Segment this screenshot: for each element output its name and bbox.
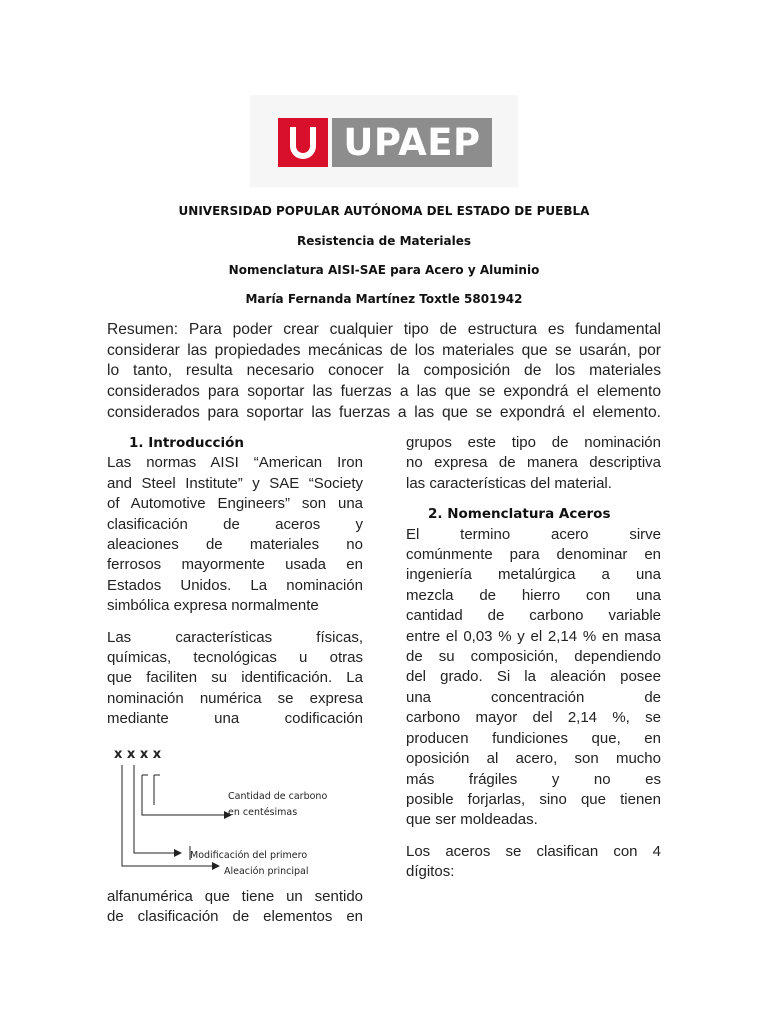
paper-title: Nomenclatura AISI-SAE para Acero y Aluminio bbox=[228, 263, 540, 277]
text-line: de su composición, dependiendo bbox=[406, 648, 661, 666]
text-line: nominación numérica se expresa bbox=[107, 689, 363, 707]
intro-paragraph-2 bbox=[107, 628, 363, 730]
course-name: Resistencia de Materiales bbox=[296, 234, 472, 248]
text-line: aleaciones de materiales no bbox=[107, 536, 363, 554]
abstract-line: considerados para soportar las fuerzas a las que se expondrá el elemento bbox=[107, 383, 661, 401]
text-line: simbólica expresa normalmente bbox=[107, 597, 319, 615]
abstract-line: considerados para soportar las fuerzas a las que se expondrá el elemento. bbox=[107, 403, 661, 421]
text-line: no expresa de manera descriptiva bbox=[406, 454, 661, 472]
text-line: ingeniería metalúrgica a una bbox=[406, 566, 661, 584]
text-line: carbono mayor del 2,14 %, se bbox=[406, 709, 661, 727]
label-carbon-amount: Cantidad de carbono bbox=[228, 791, 328, 802]
left-column bbox=[107, 433, 363, 730]
text-line: mediante una codificación bbox=[107, 710, 363, 728]
text-line: posible forjarlas, sino que tienen bbox=[406, 790, 661, 808]
diagram-code: x x x x bbox=[114, 747, 162, 762]
text-line: químicas, tecnológicas u otras bbox=[107, 649, 363, 667]
abstract-line: Resumen: Para poder crear cualquier tipo de estructura es fundamental bbox=[107, 321, 661, 338]
text-line: clasificación de aceros y bbox=[107, 515, 363, 533]
text-line: de clasificación de elementos en bbox=[107, 908, 363, 926]
text-line: dígitos: bbox=[406, 863, 455, 881]
text-line: que ser moldeadas. bbox=[406, 811, 538, 829]
logo-wordmark: UPAEP bbox=[332, 118, 492, 167]
abstract bbox=[107, 320, 661, 424]
section-title-steels: 2. Nomenclatura Aceros bbox=[428, 506, 611, 523]
arrow-icon bbox=[174, 849, 182, 857]
text-line: Estados Unidos. La nominación bbox=[107, 576, 363, 594]
text-line: ferrosos mayormente usada en bbox=[107, 556, 363, 574]
text-line: más frágiles y no es bbox=[406, 770, 661, 788]
university-logo bbox=[250, 95, 518, 187]
diagram-arrowheads bbox=[174, 811, 232, 870]
right-column bbox=[406, 433, 661, 883]
logo-u-icon bbox=[278, 118, 328, 167]
abstract-line: considerar las propiedades mecánicas de los materiales que se usarán, por bbox=[107, 341, 661, 359]
text-line: of Automotive Engineers” son una bbox=[107, 495, 363, 513]
section-title-introduction: 1. Introducción bbox=[129, 435, 245, 451]
intro-paragraph-1 bbox=[107, 453, 363, 616]
intro-continuation bbox=[406, 433, 661, 494]
nomenclature-diagram bbox=[112, 743, 362, 878]
text-line: comúnmente para denominar en bbox=[406, 546, 661, 564]
text-line: and Steel Institute” y SAE “Society bbox=[107, 474, 363, 492]
text-line: Las características físicas, bbox=[107, 628, 363, 646]
intro-paragraph-3 bbox=[107, 887, 363, 928]
text-line: una concentración de bbox=[406, 688, 661, 706]
text-line: las características del material. bbox=[406, 474, 612, 492]
text-line: mezcla de hierro con una bbox=[406, 586, 661, 604]
label-main-alloy: Aleación principal bbox=[224, 866, 309, 877]
label-modification: Modificación del primero bbox=[190, 850, 308, 861]
steels-paragraph-2 bbox=[406, 842, 661, 883]
text-line: cantidad de carbono variable bbox=[406, 607, 661, 625]
text-line: El termino acero sirve bbox=[406, 525, 661, 543]
abstract-line: lo tanto, resulta necesario conocer la composición de los materiales bbox=[107, 362, 661, 380]
steels-paragraph-1 bbox=[406, 525, 661, 831]
university-name: UNIVERSIDAD POPULAR AUTÓNOMA DEL ESTADO DE PUEBLA bbox=[178, 204, 590, 218]
text-line: producen fundiciones que, en bbox=[406, 729, 661, 747]
text-line: grupos este tipo de nominación bbox=[406, 434, 661, 451]
logo-u-mark bbox=[278, 118, 328, 167]
text-line: oposición al acero, son mucho bbox=[406, 750, 661, 768]
text-line: alfanumérica que tiene un sentido bbox=[107, 888, 363, 905]
text-line: del grado. Si la aleación posee bbox=[406, 668, 661, 686]
label-carbon-hundredths: en centésimas bbox=[228, 807, 298, 818]
text-line: que faciliten su identificación. La bbox=[107, 669, 363, 687]
arrow-icon bbox=[212, 862, 220, 870]
text-line: Los aceros se clasifican con 4 bbox=[406, 842, 661, 860]
author-line: María Fernanda Martínez Toxtle 5801942 bbox=[245, 292, 523, 306]
text-line: entre el 0,03 % y el 2,14 % en masa bbox=[406, 627, 661, 645]
text-line: Las normas AISI “American Iron bbox=[107, 454, 363, 472]
